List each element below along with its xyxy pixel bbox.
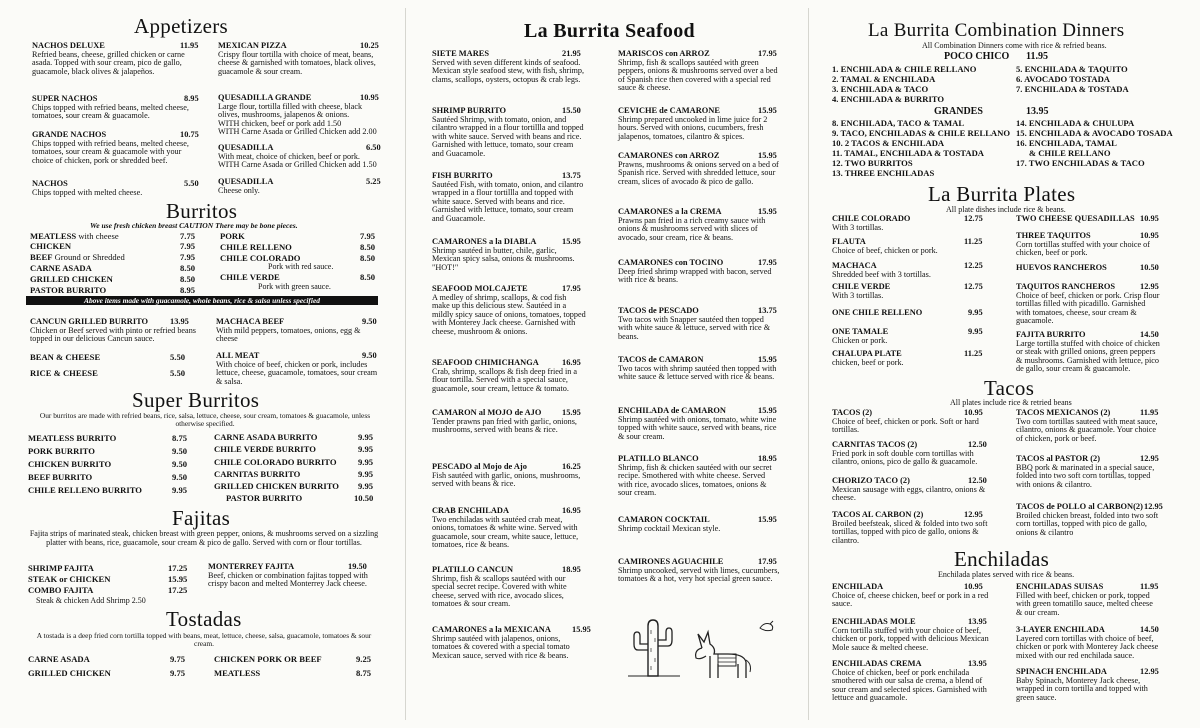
menu-row: CHILE VERDE 8.50 bbox=[220, 272, 376, 282]
combo-option: 13. THREE ENCHILADAS bbox=[832, 168, 935, 178]
menu-row: CARNE ASADA BURRITO 9.95 bbox=[214, 432, 374, 442]
menu-item: ENCHILADA 10.95 Choice of, cheese chicken, beef or pork in a red sauce. bbox=[832, 582, 989, 609]
menu-row: GRILLED CHICKEN BURRITO 9.95 bbox=[214, 481, 374, 491]
menu-item: NACHOS DELUXE 11.95 Refried beans, cheese, grilled chicken or carne asada. Topped with sour cream, pico de gallo, guacamole, black olives & jalapeños. bbox=[32, 41, 199, 76]
cactus-illustration bbox=[618, 616, 688, 678]
column-divider bbox=[808, 8, 809, 720]
menu-item: MACHACA BEEF 9.50 With mild peppers, tomatoes, onions, egg & cheese bbox=[216, 317, 377, 344]
super-burritos-title: Super Burritos bbox=[132, 388, 260, 412]
menu-item: MACHACA 12.25 Shredded beef with 3 tortillas. bbox=[832, 261, 983, 279]
menu-item: FISH BURRITO 13.75 Sautéed Fish, with tomato, onion, and cilantro wrapped in a flour tortillla and topped with white sauce. Served with beans and rice. Garnished with lettuce, tomato, sour cream and Guacamole. bbox=[432, 171, 584, 223]
menu-item: CAMARONES a la MEXICANA 15.95 Shrimp sautéed with jalapenos, onions, tomatoes & covered with a special tomato Mexican sauce, served with rice & beans. bbox=[432, 625, 591, 660]
combo-option: 16. ENCHILADA, TAMAL bbox=[1016, 138, 1117, 148]
combo-option: 2. TAMAL & ENCHILADA bbox=[832, 74, 936, 84]
menu-row: CHILE RELLENO BURRITO 9.95 bbox=[28, 485, 188, 495]
menu-item: CAMARONES con TOCINO 17.95 Deep fried shrimp wrapped with bacon, served with rice & beans. bbox=[618, 258, 777, 285]
menu-item: MEXICAN PIZZA 10.25 Crispy flour tortilla with choice of meat, beans, cheese & garnished with tomatoes, black olives, guacamole & sour cream. bbox=[218, 41, 379, 76]
menu-item: TAQUITOS RANCHEROS 12.95 Choice of beef, chicken or pork. Crisp flour tortillas filled with picadillo. Garnished with tomatoes, cheese, sour cream & guacamole. bbox=[1016, 282, 1160, 326]
menu-item: CHILE COLORADO 12.75 With 3 tortillas. bbox=[832, 214, 983, 232]
menu-item: NACHOS 5.50 Chips topped with melted cheese. bbox=[32, 179, 199, 197]
menu-row: GRILLED CHICKEN 9.75 bbox=[28, 668, 186, 678]
menu-item: TACOS AL CARBON (2) 12.95 Broiled beefsteak, sliced & folded into two soft tortillas, topped with pico de gallo, onions & cilantro. bbox=[832, 510, 988, 545]
fajitas-note: Fajita strips of marinated steak, chicken breast with green pepper, onions, & mushrooms served on a sizzling platter with beans, rice, guacamole, sour cream & pico de gallo. Served with corn or flour tortillas. bbox=[29, 529, 379, 547]
menu-item: ENCHILADAS SUISAS 11.95 Filled with beef, chicken or pork, topped with green tomatillo sauce, melted cheese & our cream. bbox=[1016, 582, 1159, 617]
menu-item: CRAB ENCHILADA 16.95 Two enchiladas with sautéed crab meat, onions, tomatoes & white wine. Served with guacamole, sour cream, white sauce, lettuce, tomatoes, rice & beans. bbox=[432, 506, 581, 550]
menu-item: TACOS de POLLO al CARBON(2) 12.95 Broiled chicken breast, folded into two soft corn tortillas, topped with pico de gallo, onions & cilantro bbox=[1016, 502, 1163, 537]
combo-option: 4. ENCHILADA & BURRITO bbox=[832, 94, 945, 104]
poco-chico-title: POCO CHICO bbox=[944, 51, 1010, 62]
menu-item: ONE CHILE RELLENO 9.95 bbox=[832, 308, 983, 317]
item-description: Pork with green sauce. bbox=[258, 282, 331, 291]
menu-row: BEAN & CHEESE 5.50 bbox=[30, 352, 186, 362]
menu-item: SIETE MARES 21.95 Served with seven different kinds of seafood. Mexican style seafood stew, with fish, shrimp, clams, scallops, oysters, octopus & crab legs. bbox=[432, 49, 585, 84]
menu-item: CAMARONES a la CREMA 15.95 Prawns pan fried in a rich creamy sauce with onions & mushrooms served with slices of avocado, sour cream, rice & beans. bbox=[618, 207, 777, 242]
menu-row: CHILE COLORADO 8.50 bbox=[220, 253, 376, 263]
tostadas-note: A tostada is a deep fried corn tortilla topped with beans, meat, lettuce, cheese, salsa, guacamole, tomatoes & sour cream. bbox=[36, 631, 372, 648]
menu-item: TACOS MEXICANOS (2) 11.95 Two corn tortillas sauteed with meat sauce, cilantro, onions & guacamole. Your choice of chicken, pork or beef. bbox=[1016, 408, 1159, 443]
tacos-title: Tacos bbox=[984, 376, 1035, 400]
menu-item: ONE TAMALE 9.95 Chicken or pork. bbox=[832, 327, 983, 345]
menu-item: CAMARON COCKTAIL 15.95 Shrimp cocktail Mexican style. bbox=[618, 515, 777, 533]
appetizers-title: Appetizers bbox=[134, 14, 228, 38]
burritos-banner: Above items made with guacamole, whole beans, rice & salsa unless specified bbox=[26, 296, 378, 305]
menu-item: CAMARONES a la DIABLA 15.95 Shrimp sautéed in butter, chile, garlic, Mexican spicy salsa, onions & mushrooms. "HOT!" bbox=[432, 237, 581, 272]
combo-option: 17. TWO ENCHILADAS & TACO bbox=[1016, 158, 1145, 168]
combos-note: All Combination Dinners come with rice & refried beans. bbox=[922, 41, 1107, 50]
combo-option: 8. ENCHILADA, TACO & TAMAL bbox=[832, 118, 965, 128]
menu-item: PESCADO al Mojo de Ajo 16.25 Fish sautéed with garlic, onions, mushrooms, served with beans & rice. bbox=[432, 462, 581, 489]
menu-row: BEEF Ground or Shredded 7.95 bbox=[30, 252, 196, 262]
menu-item: PLATILLO CANCUN 18.95 Shrimp, fish & scallops sautéed with our special secret recipe. Covered with white cheese, served with rice, avocado slices, tomatoes & sour cream. bbox=[432, 565, 581, 609]
combo-option: 5. ENCHILADA & TAQUITO bbox=[1016, 64, 1128, 74]
menu-item: TACOS al PASTOR (2) 12.95 BBQ pork & marinated in a special sauce, folded into two soft corn tortillas, topped with onions & cilantro. bbox=[1016, 454, 1159, 489]
menu-row: MEATLESS BURRITO 8.75 bbox=[28, 433, 188, 443]
menu-item: CARNITAS TACOS (2) 12.50 Fried pork in soft double corn tortillas with cilantro, onions, pico de gallo & guacamole. bbox=[832, 440, 987, 467]
seafood-title: La Burrita Seafood bbox=[524, 20, 695, 42]
menu-item: SEAFOOD CHIMICHANGA 16.95 Crab, shrimp, scallops & fish deep fried in a flour tortilla. Served with a special sauce, guacamole, sour cream, lettuce & tomato. bbox=[432, 358, 581, 393]
menu-item: ALL MEAT 9.50 With choice of beef, chicken or pork, includes lettuce, cheese, guacamole, tomatoes, sour cream & salsa. bbox=[216, 351, 378, 386]
menu-item: CAMARON al MOJO de AJO 15.95 Tender prawns pan fried with garlic, onions, mushrooms, served with beans & rice. bbox=[432, 408, 581, 435]
tostadas-title: Tostadas bbox=[166, 607, 242, 631]
menu-item: CAMIRONES AGUACHILE 17.95 Shrimp uncooked, served with limes, cucumbers, tomatoes & a hot, very hot special green sauce. bbox=[618, 557, 780, 584]
grandes-title: GRANDES bbox=[934, 106, 983, 117]
menu-item: QUESADILLA 5.25 Cheese only. bbox=[218, 177, 381, 195]
menu-row: CARNE ASADA 8.50 bbox=[30, 263, 196, 273]
column-middle bbox=[428, 0, 784, 728]
poco-chico-price: 11.95 bbox=[1026, 51, 1048, 62]
menu-item: CHORIZO TACO (2) 12.50 Mexican sausage with eggs, cilantro, onions & cheese. bbox=[832, 476, 987, 503]
enchiladas-title: Enchiladas bbox=[954, 547, 1050, 571]
menu-row: CHICKEN PORK OR BEEF 9.25 bbox=[214, 654, 372, 664]
menu-item: QUESADILLA 6.50 With meat, choice of chicken, beef or pork. WITH Carne Asada or Grilled Chicken add 1.50 bbox=[218, 143, 381, 170]
menu-item: HUEVOS RANCHEROS 10.50 bbox=[1016, 263, 1159, 272]
menu-item: PLATILLO BLANCO 18.95 Shrimp, fish & chicken sautéed with our secret recipe. Smothered with white cheese. Served with rice, avocado slices, tomatoes, onions & sour cream. bbox=[618, 454, 777, 498]
menu-row: PASTOR BURRITO 8.95 bbox=[30, 285, 196, 295]
item-description: Steak & chicken Add Shrimp 2.50 bbox=[36, 596, 146, 605]
menu-item: QUESADILLA GRANDE 10.95 Large flour, tortilla filled with cheese, black olives, mushrooms, jalapenos & onions. WITH chicken, beef or pork add 1.50 WITH Carne Asada or Grilled Chicken add 2.00 bbox=[218, 93, 379, 137]
tacos-note: All plates include rice & retried beans bbox=[950, 398, 1072, 407]
menu-row: PORK BURRITO 9.50 bbox=[28, 446, 188, 456]
column-divider bbox=[405, 8, 406, 720]
menu-row: PORK 7.95 bbox=[220, 231, 376, 241]
menu-item: SEAFOOD MOLCAJETE 17.95 A medley of shrimp, scallops, & cod fish make up this delicious stew. Sautéed in a mildly spicy sauce of onions, tomatoes, topped with Monterey Jack cheese. Garnished with cheese, mushroom & onions. bbox=[432, 284, 586, 336]
menu-item: ENCHILADA de CAMARON 15.95 Shrimp sautéed with onions, tomato, white wine topped with white sauce, served with beans, rice & sour cream. bbox=[618, 406, 777, 441]
super-burritos-note: Our burritos are made with refried beans, rice, salsa, lettuce, cheese, sour cream, tomatoes & guacamole, unless otherwise specified. bbox=[39, 411, 371, 428]
menu-item: MONTERREY FAJITA 19.50 Beef, chicken or combination fajitas topped with crispy bacon and melted Monterrey Jack cheese. bbox=[208, 562, 368, 589]
menu-row: MEATLESS with cheese 7.75 bbox=[30, 231, 196, 241]
item-description: Pork with red sauce. bbox=[268, 262, 334, 271]
plates-note: All plate dishes include rice & beans. bbox=[946, 205, 1066, 214]
menu-item: ENCHILADAS CREMA 13.95 Choice of chicken, beef or pork enchilada smothered with our salsa de crema, a blend of sour cream and selected spices. Garnished with lettuce and guacamole. bbox=[832, 659, 987, 703]
menu-row: CHICKEN 7.95 bbox=[30, 241, 196, 251]
menu-row: GRILLED CHICKEN 8.50 bbox=[30, 274, 196, 284]
enchiladas-note: Enchilada plates served with rice & beans. bbox=[938, 570, 1075, 579]
combo-option: 1. ENCHILADA & CHILE RELLANO bbox=[832, 64, 977, 74]
combo-option: 15. ENCHILADA & AVOCADO TOSADA bbox=[1016, 128, 1173, 138]
menu-row: CHICKEN BURRITO 9.50 bbox=[28, 459, 188, 469]
column-right bbox=[830, 0, 1173, 728]
plates-title: La Burrita Plates bbox=[928, 182, 1076, 206]
menu-item: CHALUPA PLATE 11.25 chicken, beef or pork. bbox=[832, 349, 983, 367]
combo-option: 6. AVOCADO TOSTADA bbox=[1016, 74, 1110, 84]
menu-item: MARISCOS con ARROZ 17.95 Shrimp, fish & scallops sautéed with green peppers, onions & mushrooms served over a bed of Spanish rice then covered with a special red sauce & cheese. bbox=[618, 49, 778, 93]
menu-row: RICE & CHEESE 5.50 bbox=[30, 368, 186, 378]
combo-option: 10. 2 TACOS & ENCHILADA bbox=[832, 138, 945, 148]
combo-option: 14. ENCHILADA & CHULUPA bbox=[1016, 118, 1135, 128]
menu-item: 3-LAYER ENCHILADA 14.50 Layered corn tortillas with choice of beef, chicken or pork with Monterey Jack cheese mixed with our red enchilada sauce. bbox=[1016, 625, 1159, 660]
donkey-illustration bbox=[688, 628, 758, 684]
menu-item: TACOS de CAMARON 15.95 Two tacos with shrimp sautéed then topped with white sauce & lettuce served with rice & beans. bbox=[618, 355, 777, 382]
menu-row: BEEF BURRITO 9.50 bbox=[28, 472, 188, 482]
menu-item: CHILE VERDE 12.75 With 3 tortillas. bbox=[832, 282, 983, 300]
menu-item: TWO CHEESE QUESADILLAS 10.95 bbox=[1016, 214, 1159, 223]
pepper-illustration bbox=[758, 620, 776, 634]
grandes-price: 13.95 bbox=[1026, 106, 1049, 117]
menu-item: TACOS (2) 10.95 Choice of beef, chicken or pork. Soft or hard tortillas. bbox=[832, 408, 983, 435]
menu-row: CARNITAS BURRITO 9.95 bbox=[214, 469, 374, 479]
column-left bbox=[24, 0, 386, 728]
menu-item: FAJITA BURRITO 14.50 Large tortilla stuffed with choice of chicken or steak with grilled onions, green peppers & mushrooms. Garnished with lettuce, pico de gallo, sour cream & guacamole. bbox=[1016, 330, 1160, 374]
menu-item: TACOS de PESCADO 13.75 Two tacos with Snapper sautéed then topped with white sauce & lettuce, served with rice & beans. bbox=[618, 306, 777, 341]
menu-item: SUPER NACHOS 8.95 Chips topped with refried beans, melted cheese, tomatoes, sour cream & guacamole. bbox=[32, 94, 199, 121]
menu-row: CHILE COLORADO BURRITO 9.95 bbox=[214, 457, 374, 467]
combos-title: La Burrita Combination Dinners bbox=[868, 20, 1125, 41]
menu-row: MEATLESS 8.75 bbox=[214, 668, 372, 678]
menu-item: CEVICHE de CAMARONE 15.95 Shrimp prepared uncooked in lime juice for 2 hours. Served with onions, cucumbers, fresh jalapenos, tomatoes, cilantro & spices. bbox=[618, 106, 777, 141]
menu-item: CANCUN GRILLED BURRITO 13.95 Chicken or Beef served with pinto or refried beans topped in our delicious Cancun sauce. bbox=[30, 317, 196, 344]
menu-row: CARNE ASADA 9.75 bbox=[28, 654, 186, 664]
combo-option: & CHILE RELLANO bbox=[1016, 148, 1111, 158]
menu-row: COMBO FAJITA 17.25 bbox=[28, 585, 188, 595]
combo-option: 3. ENCHILADA & TACO bbox=[832, 84, 929, 94]
menu-item: GRANDE NACHOS 10.75 Chips topped with refried beans, melted cheese, tomatoes, sour cream & guacamole with your choice of chicken, pork or shredded beef. bbox=[32, 130, 199, 165]
menu-item: ENCHILADAS MOLE 13.95 Corn tortilla stuffed with your choice of beef, chicken or pork, topped with delicious Mexican Mole sauce & melted cheese. bbox=[832, 617, 989, 652]
burritos-note: We use fresh chicken breast CAUTION There may be bone pieces. bbox=[90, 221, 298, 230]
menu-row: CHILE RELLENO 8.50 bbox=[220, 242, 376, 252]
menu-row: CHILE VERDE BURRITO 9.95 bbox=[214, 444, 374, 454]
menu-item: SHRIMP BURRITO 15.50 Sautéed Shrimp, with tomato, onion, and cilantro wrapped in a flour tortillla and topped with white sauce. Served with beans and rice. Garnished with lettuce, tomato, sour cream and Guacamole. bbox=[432, 106, 584, 158]
menu-item: THREE TAQUITOS 10.95 Corn tortillas stuffed with your choice of chicken, beef or pork. bbox=[1016, 231, 1159, 258]
burritos-title: Burritos bbox=[166, 199, 238, 223]
combo-option: 11. TAMAL, ENCHILADA & TOSTADA bbox=[832, 148, 985, 158]
fajitas-title: Fajitas bbox=[172, 506, 231, 530]
menu-item: CAMARONES con ARROZ 15.95 Prawns, mushrooms & onions served on a bed of Spanish rice. Served with shredded lettuce, sour cream, slices of avocado & pico de gallo. bbox=[618, 151, 779, 186]
combo-option: 7. ENCHILADA & TOSTADA bbox=[1016, 84, 1129, 94]
menu-row: PASTOR BURRITO 10.50 bbox=[226, 493, 374, 503]
combo-option: 9. TACO, ENCHILADAS & CHILE RELLANO bbox=[832, 128, 1011, 138]
menu-item: SPINACH ENCHILADA 12.95 Baby Spinach, Monterey Jack cheese, wrapped in corn tortilla and topped with green sauce. bbox=[1016, 667, 1159, 702]
menu-item: FLAUTA 11.25 Choice of beef, chicken or pork. bbox=[832, 237, 983, 255]
combo-option: 12. TWO BURRITOS bbox=[832, 158, 913, 168]
menu-row: SHRIMP FAJITA 17.25 bbox=[28, 563, 188, 573]
menu-row: STEAK or CHICKEN 15.95 bbox=[28, 574, 188, 584]
